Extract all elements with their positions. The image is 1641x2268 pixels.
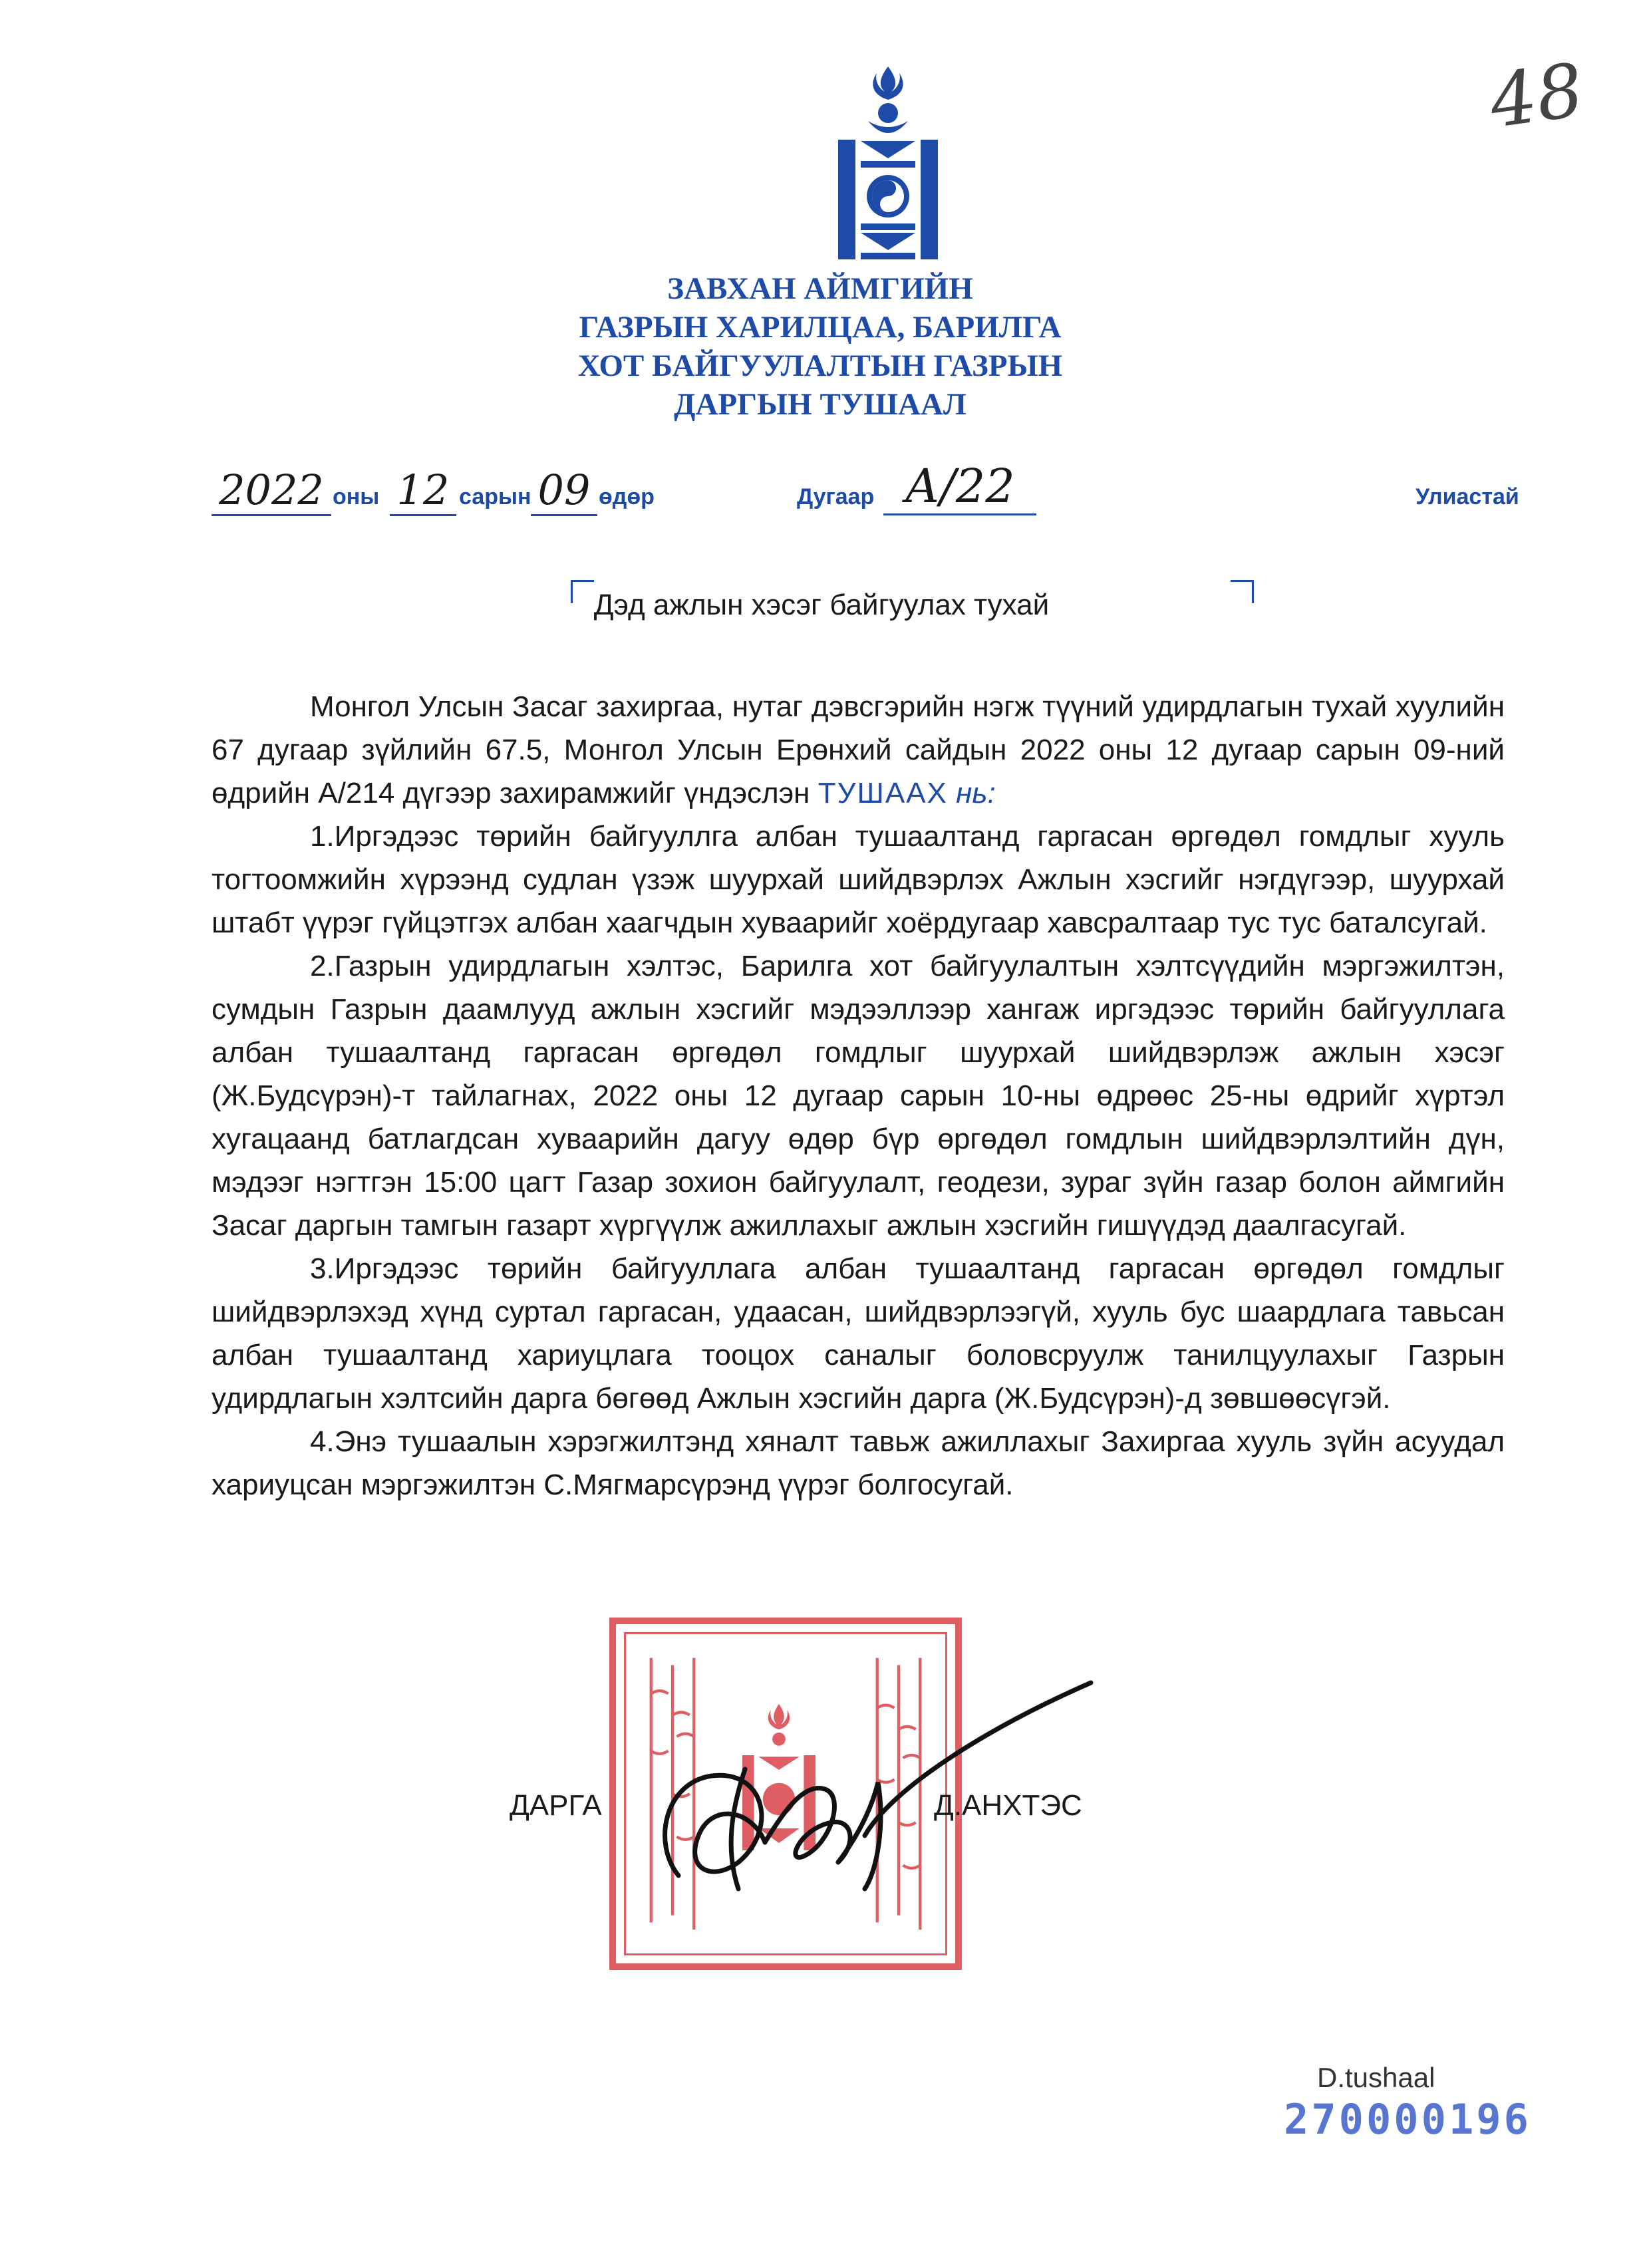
day-label: өдөр [599, 484, 655, 509]
document-body [212, 685, 1505, 1506]
month-value: 12 [390, 466, 456, 516]
page-number: 48 [1484, 47, 1589, 145]
header-line: ЗАВХАН АЙМГИЙН [667, 271, 973, 306]
decree-suffix: нь: [956, 777, 996, 809]
year-label: оны [333, 484, 380, 509]
signer-name: Д.АНХТЭС [934, 1789, 1082, 1822]
header-line: ГАЗРЫН ХАРИЛЦАА, БАРИЛГА [579, 310, 1062, 345]
intro-text: Монгол Улсын Засаг захиргаа, нутаг дэвсгэрийн нэгж түүний удирдлагын тухай хуулийн 67 дугаар зүйлийн 67.5, Монгол Улсын Ерөнхий сайдын 2022 оны 12 дугаар сарын 09-ний өдрийн А/214 дүгээр захирамжийг үндэслэн [212, 690, 1505, 809]
signer-title: ДАРГА [510, 1789, 602, 1822]
decree-item: 1.Иргэдээс төрийн байгууллга албан тушаалтанд гаргасан өргөдөл гомдлыг хууль тогтоомжийн хүрээнд судлан үзэж шуурхай шийдвэрлэх Ажлын хэсгийг нэгдүгээр, шуурхай штабт үүрэг гүйцэтгэх албан хаагчдын хуваарийг хоёрдугаар хавсралтаар тус тус баталсугай. [212, 820, 1505, 939]
body-intro [212, 685, 1505, 815]
handwritten-signature [639, 1676, 1104, 1915]
decree-word: ТУШААХ [818, 777, 948, 809]
day-value: 09 [531, 466, 597, 516]
decree-item: 4.Энэ тушаалын хэрэгжилтэнд хяналт тавьж ажиллахыг Захиргаа хууль зүйн асуудал хариуцсан мэргэжилтэн С.Мягмарсүрэнд үүрэг болгосугай. [212, 1425, 1505, 1501]
month-label: сарын [459, 484, 531, 509]
header-title [488, 269, 1153, 424]
decree-item: 2.Газрын удирдлагын хэлтэс, Барилга хот байгуулалтын хэлтсүүдийн мэргэжилтэн, сумдын Газрын даамлууд ажлын хэсгийг мэдээллээр хангаж иргэдээс төрийн байгууллага албан тушаалтанд гаргасан өргөдөл гомдлыг шуурхай шийдвэрлэж ажлын хэсэг (Ж.Будсүрэн)-т тайлагнах, 2022 оны 12 дугаар сарын 10-ны өдрөөс 25-ны өдрийг хүртэл хугацаанд батлагдсан хуваарийн дагуу өдөр бүр өргөдөл гомдлын шийдвэрлэлтийн дүн, мэдээг нэгтгэн 15:00 цагт Газар зохион байгуулалт, геодези, зураг зүйн газар болон аймгийн Засаг даргын тамгын газарт хүргүүлж ажиллахыг ажлын хэсгийн гишүүдэд даалгасугай. [212, 950, 1505, 1242]
decree-item: 3.Иргэдээс төрийн байгууллага албан тушаалтанд гаргасан өргөдөл гомдлыг шийдвэрлэхэд хүнд суртал гаргасан, удаасан, шийдвэрлээгүй, хууль бус шаардлага тавьсан албан тушаалтанд хариуцлага тооцох саналыг боловсруулж танилцуулахыг Газрын удирдлагын хэлтсийн дарга бөгөөд Ажлын хэсгийн дарга (Ж.Будсүрэн)-д зөвшөөсүгэй. [212, 1252, 1505, 1415]
year-value: 2022 [212, 466, 331, 516]
number-label: Дугаар [797, 484, 875, 509]
document-subject: Дэд ажлын хэсэг байгуулах тухай [593, 589, 1050, 621]
registry-number: 270000196 [1284, 2095, 1531, 2144]
place-label: Улиастай [1416, 484, 1519, 509]
subject-bracket-right [1231, 580, 1254, 603]
registry-label: D.tushaal [1317, 2062, 1435, 2093]
header-line: ХОТ БАЙГУУЛАЛТЫН ГАЗРЫН [577, 349, 1063, 383]
header-line: ДАРГЫН ТУШААЛ [674, 387, 967, 422]
number-value: А/22 [883, 459, 1036, 515]
date-line [212, 459, 1529, 525]
soyombo-emblem-icon [838, 67, 938, 259]
